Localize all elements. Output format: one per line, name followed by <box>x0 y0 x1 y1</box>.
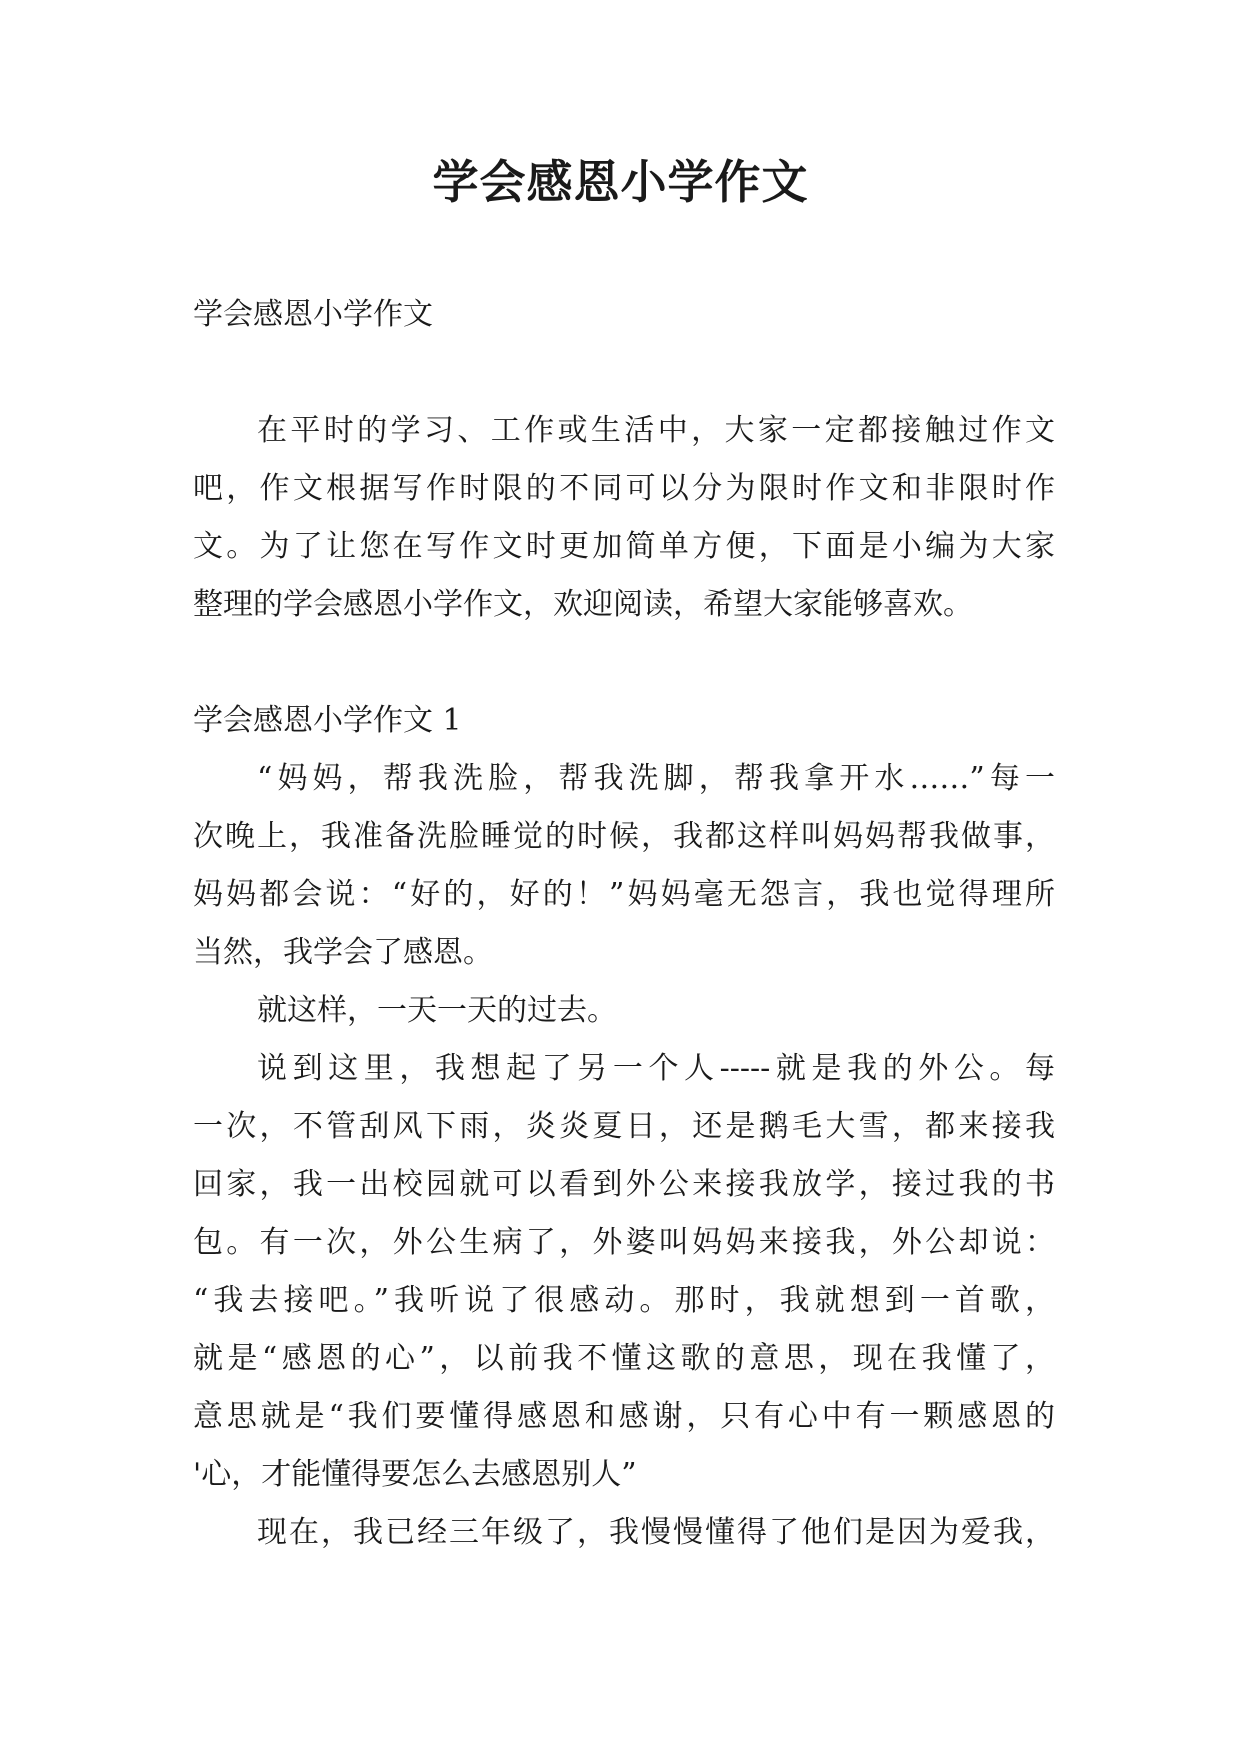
body-paragraph-3 <box>193 1040 1055 1504</box>
text-line: “妈妈，帮我洗脸，帮我洗脚，帮我拿开水……”每一 <box>257 761 1055 796</box>
body-paragraph-2 <box>193 982 1055 1040</box>
text-line: 现在，我已经三年级了，我慢慢懂得了他们是因为爱我， <box>257 1515 1055 1550</box>
text-line: 就这样，一天一天的过去。 <box>257 993 617 1028</box>
intro-paragraph <box>193 402 1055 634</box>
text-line: 当然，我学会了感恩。 <box>193 935 493 970</box>
text-line: 吧，作文根据写作时限的不同可以分为限时作文和非限时作 <box>193 471 1055 506</box>
text-line: 回家，我一出校园就可以看到外公来接我放学，接过我的书 <box>193 1167 1055 1202</box>
text-line: 就是“感恩的心”，以前我不懂这歌的意思，现在我懂了， <box>193 1341 1055 1376</box>
body-paragraph-1 <box>193 750 1055 982</box>
document-title: 学会感恩小学作文 <box>432 155 809 209</box>
text-line: 妈妈都会说：“好的，好的！”妈妈毫无怨言，我也觉得理所 <box>193 877 1055 912</box>
text-line: '心，才能懂得要怎么去感恩别人” <box>193 1457 637 1492</box>
text-line: 说到这里，我想起了另一个人-----就是我的外公。每 <box>257 1051 1055 1086</box>
section-heading: 学会感恩小学作文 1 <box>193 703 462 738</box>
text-line: 在平时的学习、工作或生活中，大家一定都接触过作文 <box>257 413 1055 448</box>
text-line: 次晚上，我准备洗脸睡觉的时候，我都这样叫妈妈帮我做事， <box>193 819 1055 854</box>
document-subtitle: 学会感恩小学作文 <box>193 297 433 332</box>
spacer <box>193 344 1055 402</box>
text-line: “我去接吧。”我听说了很感动。那时，我就想到一首歌， <box>193 1283 1055 1318</box>
text-line: 意思就是“我们要懂得感恩和感谢，只有心中有一颗感恩的 <box>193 1399 1055 1434</box>
spacer <box>193 634 1055 692</box>
text-line: 包。有一次，外公生病了，外婆叫妈妈来接我，外公却说： <box>193 1225 1055 1260</box>
text-line: 一次，不管刮风下雨，炎炎夏日，还是鹅毛大雪，都来接我 <box>193 1109 1055 1144</box>
body-paragraph-4 <box>193 1504 1055 1562</box>
document-body <box>193 286 1055 1562</box>
text-line: 文。为了让您在写作文时更加简单方便，下面是小编为大家 <box>193 529 1055 564</box>
text-line: 整理的学会感恩小学作文，欢迎阅读，希望大家能够喜欢。 <box>193 587 973 622</box>
